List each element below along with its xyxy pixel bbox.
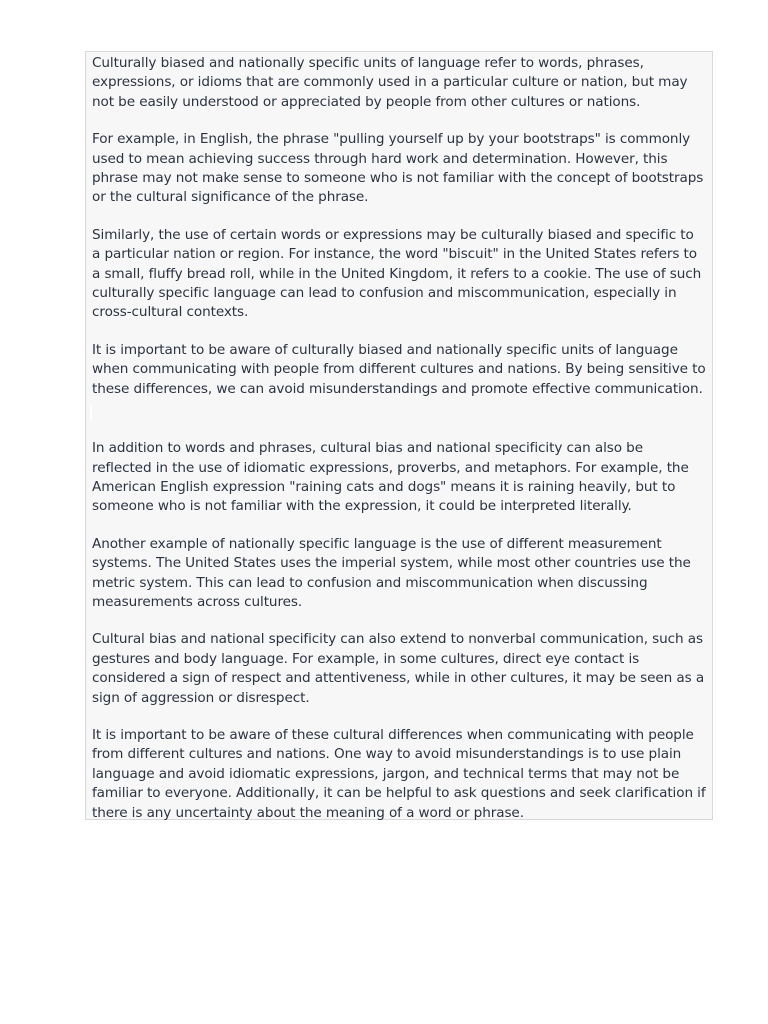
paragraph-1: Culturally biased and nationally specific units of language refer to words, phrases, expressions, or idioms that are commonly used in a particular culture or nation, but may not be easily understood or appreciated by people from other cultures or nations.: [92, 55, 688, 110]
paragraph-5: In addition to words and phrases, cultural bias and national specificity can also be reflected in the use of idiomatic expressions, proverbs, and metaphors. For example, the American English expression "raining cats and dogs" means it is raining heavily, but to someone who is not familiar with the expression, it could be interpreted literally.: [92, 440, 689, 515]
paragraph-2: For example, in English, the phrase "pulling yourself up by your bootstraps" is commonly used to mean achieving success through hard work and determination. However, this phrase may not make sense to someone who is not familiar with the concept of bootstraps or the cultural significance of the phrase.: [92, 131, 704, 206]
paragraph-6: Another example of nationally specific language is the use of different measurement systems. The United States uses the imperial system, while most other countries use the metric system. This can lead to confusion and miscommunication when discussing measurements across cultures.: [92, 535, 691, 610]
paragraph-8: It is important to be aware of these cultural differences when communicating with people from different cultures and nations. One way to avoid misunderstandings is to use plain language and avoid idiomatic expressions, jargon, and technical terms that may not be familiar to everyone. Additionally, it can be helpful to ask questions and seek clarification if there is any uncertainty about the meaning of a word or phrase.: [92, 726, 706, 821]
text-block[interactable]: [85, 51, 713, 820]
paragraph-4: It is important to be aware of culturally biased and nationally specific units of language when communicating with people from different cultures and nations. By being sensitive to these differences, we can avoid misunderstandings and promote effective communication.: [92, 341, 706, 397]
section-break: [90, 405, 92, 421]
paragraph-7: Cultural bias and national specificity can also extend to nonverbal communication, such as gestures and body language. For example, in some cultures, direct eye contact is considered a sign of respect and attentiveness, while in other cultures, it may be seen as a sign of aggression or disrespect.: [92, 631, 705, 706]
paragraph-3: Similarly, the use of certain words or expressions may be culturally biased and specific to a particular nation or region. For instance, the word "biscuit" in the United States refers to a small, fluffy bread roll, while in the United Kingdom, it refers to a cookie. The use of such culturally specific language can lead to confusion and miscommunication, especially in cross-cultural contexts.: [92, 226, 702, 321]
